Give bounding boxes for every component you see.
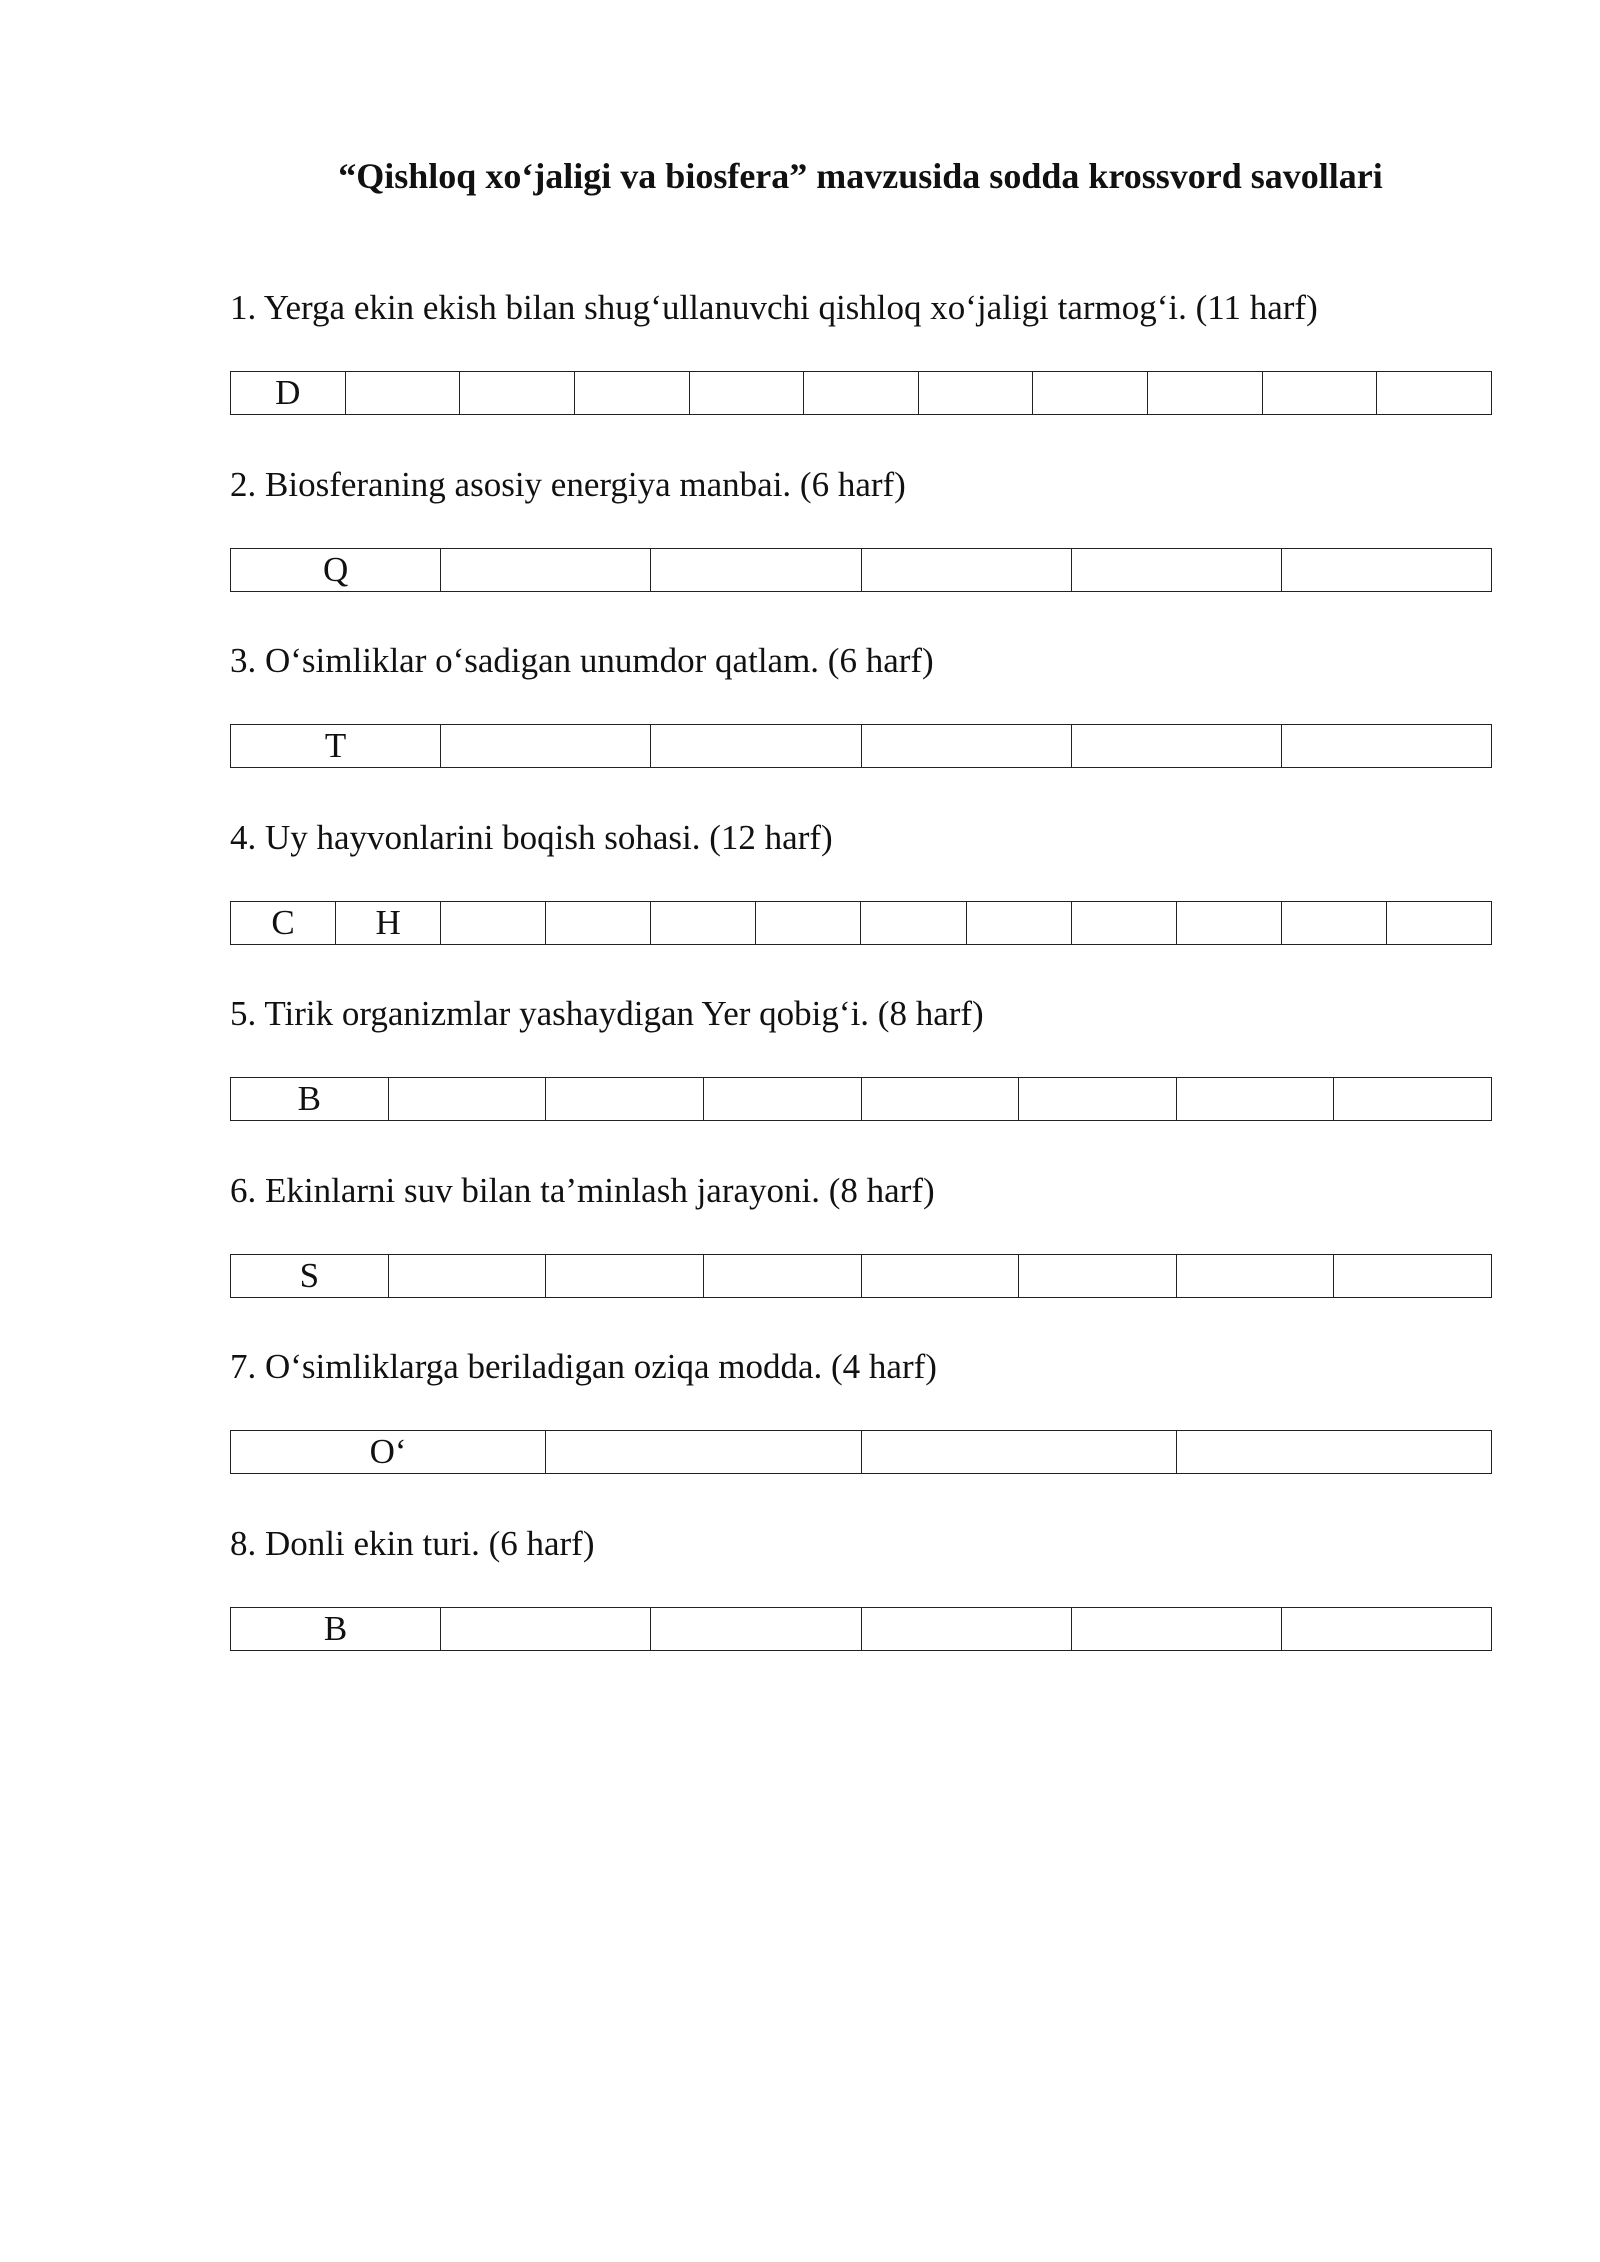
answer-cell[interactable]: [389, 1078, 547, 1120]
answer-grid: [230, 1254, 1492, 1298]
crossword-question-8: [230, 1519, 1492, 1696]
answer-cell[interactable]: D: [231, 372, 346, 414]
crossword-question-2: [230, 460, 1492, 637]
answer-cell[interactable]: [919, 372, 1034, 414]
answer-cell[interactable]: [862, 1078, 1020, 1120]
answer-cell[interactable]: [1334, 1255, 1491, 1297]
answer-cell[interactable]: [967, 902, 1072, 944]
answer-cell[interactable]: [862, 725, 1072, 767]
crossword-question-list: [230, 283, 1492, 1695]
answer-cell[interactable]: B: [231, 1608, 441, 1650]
answer-cell[interactable]: [441, 725, 651, 767]
question-text: 3. O‘simliklar o‘sadigan unumdor qatlam. (6 harf): [230, 641, 934, 680]
question-text: 2. Biosferaning asosiy energiya manbai. (6 harf): [230, 464, 906, 504]
answer-cell[interactable]: [460, 372, 575, 414]
answer-cell[interactable]: [1177, 1255, 1335, 1297]
question-text: 4. Uy hayvonlarini boqish sohasi. (12 harf): [230, 817, 833, 857]
answer-cell[interactable]: [1263, 372, 1378, 414]
answer-cell[interactable]: [1377, 372, 1491, 414]
answer-cell[interactable]: [1072, 1608, 1282, 1650]
answer-cell[interactable]: B: [231, 1078, 389, 1120]
crossword-question-4: [230, 813, 1492, 990]
answer-cell[interactable]: [1177, 902, 1282, 944]
answer-cell[interactable]: S: [231, 1255, 389, 1297]
answer-cell[interactable]: [651, 725, 861, 767]
answer-grid: [230, 724, 1492, 768]
answer-cell[interactable]: [575, 372, 690, 414]
question-text: 8. Donli ekin turi. (6 harf): [230, 1523, 595, 1563]
answer-cell[interactable]: [1072, 902, 1177, 944]
answer-cell[interactable]: [1387, 902, 1491, 944]
answer-cell[interactable]: [1282, 1608, 1491, 1650]
crossword-question-5: [230, 989, 1492, 1166]
answer-grid: [230, 1430, 1492, 1474]
answer-grid: [230, 371, 1492, 415]
answer-cell[interactable]: C: [231, 902, 336, 944]
question-text: 5. Tirik organizmlar yashaydigan Yer qobig‘i. (8 harf): [230, 994, 984, 1033]
answer-cell[interactable]: [1148, 372, 1263, 414]
worksheet-title: “Qishloq xo‘jaligi va biosfera” mavzusida sodda krossvord savollari: [338, 156, 1383, 196]
question-text: 7. O‘simliklarga beriladigan oziqa modda. (4 harf): [230, 1347, 937, 1386]
answer-cell[interactable]: [704, 1078, 862, 1120]
answer-grid: [230, 1077, 1492, 1121]
answer-cell[interactable]: [1019, 1078, 1177, 1120]
question-text: 6. Ekinlarni suv bilan ta’minlash jarayoni. (8 harf): [230, 1170, 935, 1210]
answer-cell[interactable]: [861, 902, 966, 944]
answer-cell[interactable]: [804, 372, 919, 414]
answer-cell[interactable]: [1334, 1078, 1491, 1120]
answer-cell[interactable]: O‘: [231, 1431, 546, 1473]
answer-cell[interactable]: [862, 1431, 1177, 1473]
answer-cell[interactable]: [651, 1608, 861, 1650]
answer-grid: [230, 1607, 1492, 1651]
answer-cell[interactable]: [756, 902, 861, 944]
answer-cell[interactable]: [441, 1608, 651, 1650]
answer-cell[interactable]: [704, 1255, 862, 1297]
answer-grid: [230, 901, 1492, 945]
crossword-question-6: [230, 1166, 1492, 1343]
answer-cell[interactable]: T: [231, 725, 441, 767]
answer-cell[interactable]: [346, 372, 461, 414]
answer-cell[interactable]: [1177, 1431, 1491, 1473]
answer-cell[interactable]: [1033, 372, 1148, 414]
answer-cell[interactable]: [441, 549, 651, 591]
answer-cell[interactable]: [1282, 549, 1491, 591]
answer-cell[interactable]: [546, 1431, 861, 1473]
answer-cell[interactable]: [690, 372, 805, 414]
answer-cell[interactable]: [1019, 1255, 1177, 1297]
answer-cell[interactable]: [546, 902, 651, 944]
answer-cell[interactable]: [862, 1608, 1072, 1650]
crossword-question-3: [230, 636, 1492, 813]
answer-cell[interactable]: [651, 902, 756, 944]
answer-cell[interactable]: H: [336, 902, 441, 944]
question-text: 1. Yerga ekin ekish bilan shug‘ullanuvchi qishloq xo‘jaligi tarmog‘i. (11 harf): [230, 288, 1318, 327]
answer-cell[interactable]: Q: [231, 549, 441, 591]
answer-cell[interactable]: [1177, 1078, 1335, 1120]
answer-cell[interactable]: [1282, 725, 1491, 767]
answer-cell[interactable]: [862, 1255, 1020, 1297]
answer-cell[interactable]: [546, 1255, 704, 1297]
crossword-question-7: [230, 1342, 1492, 1519]
answer-cell[interactable]: [651, 549, 861, 591]
answer-cell[interactable]: [441, 902, 546, 944]
answer-cell[interactable]: [862, 549, 1072, 591]
answer-cell[interactable]: [1072, 725, 1282, 767]
answer-cell[interactable]: [546, 1078, 704, 1120]
answer-cell[interactable]: [1282, 902, 1387, 944]
crossword-question-1: [230, 283, 1492, 460]
answer-cell[interactable]: [1072, 549, 1282, 591]
answer-grid: [230, 548, 1492, 592]
answer-cell[interactable]: [389, 1255, 547, 1297]
